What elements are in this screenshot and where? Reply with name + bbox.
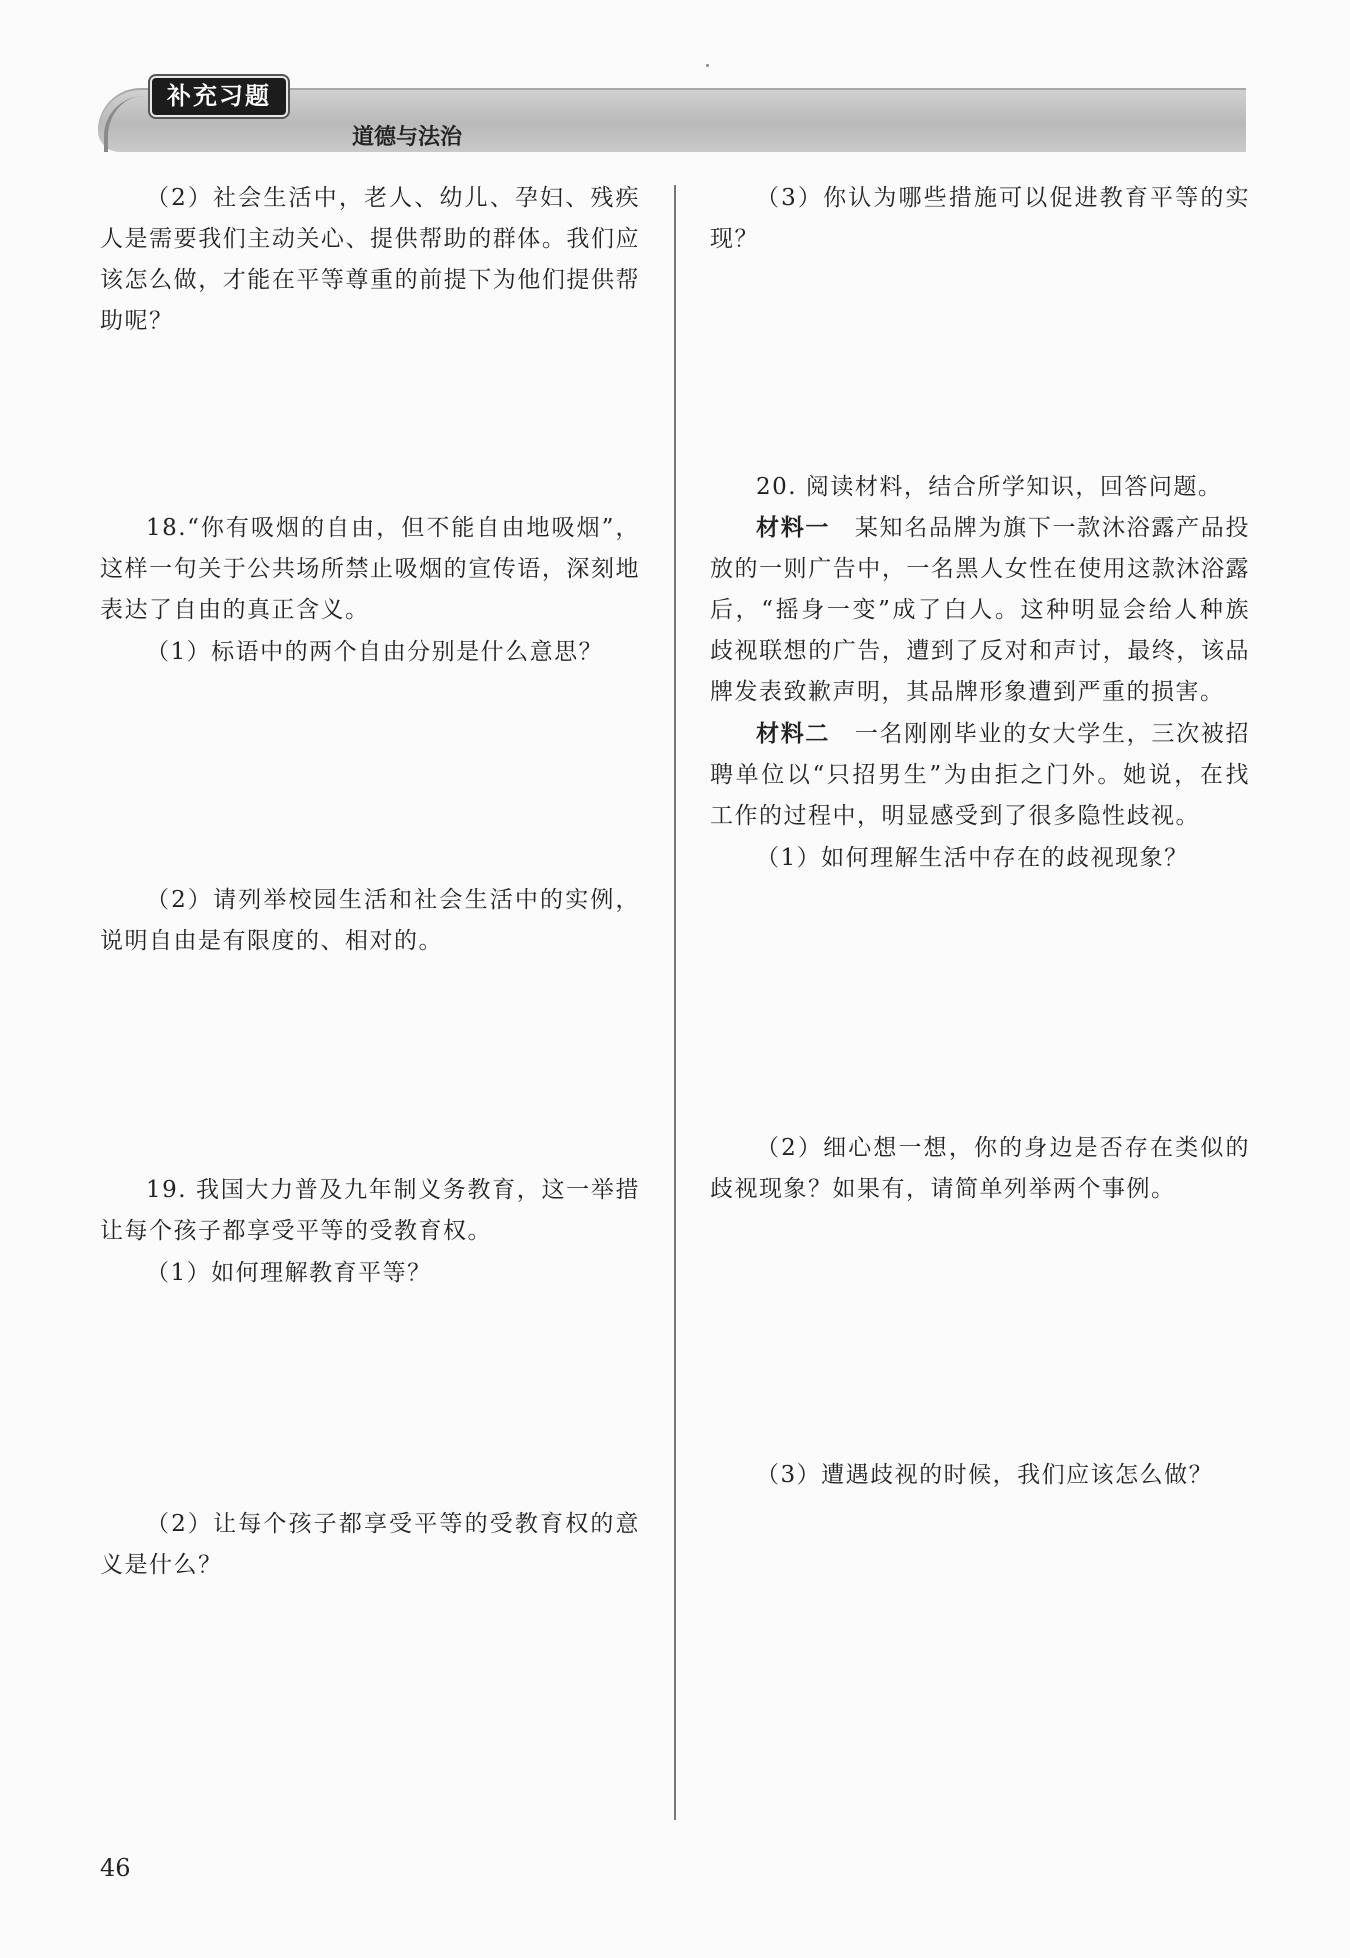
page-number: 46	[100, 1854, 131, 1882]
q19-part1: （1）如何理解教育平等？	[146, 1260, 432, 1286]
q18-part2: （2）请列举校园生活和社会生活中的实例，说明自由是有限度的、相对的。	[100, 887, 640, 954]
q20-part1: （1）如何理解生活中存在的歧视现象？	[756, 845, 1189, 871]
q20-part2: （2）细心想一想，你的身边是否存在类似的歧视现象？如果有，请简单列举两个事例。	[710, 1135, 1250, 1202]
column-divider	[674, 185, 676, 1820]
material-1-text: 某知名品牌为旗下一款沐浴露产品投放的一则广告中，一名黑人女性在使用这款沐浴露后，“摇身一变”成了白人。这种明显会给人种族歧视联想的广告，遭到了反对和声讨，最终，该品牌发表致歉声明，其品牌形象遭到严重的损害。	[710, 515, 1251, 705]
q18-stem: 18.“你有吸烟的自由，但不能自由地吸烟”，这样一句关于公共场所禁止吸烟的宣传语，深刻地表达了自由的真正含义。	[100, 515, 640, 623]
material-2-label: 材料二	[756, 721, 831, 747]
material-1	[710, 508, 1250, 713]
q19-part3: （3）你认为哪些措施可以促进教育平等的实现？	[710, 185, 1250, 252]
subject-title: 道德与法治	[352, 125, 463, 150]
speck-mark	[706, 64, 709, 67]
q20-stem: 20. 阅读材料，结合所学知识，回答问题。	[756, 474, 1223, 500]
material-2	[710, 714, 1250, 837]
q19-part2: （2）让每个孩子都享受平等的受教育权的意义是什么？	[100, 1511, 640, 1578]
q18-part1: （1）标语中的两个自由分别是什么意思？	[146, 639, 604, 665]
q20-part3: （3）遭遇歧视的时候，我们应该怎么做？	[756, 1462, 1214, 1488]
section-badge: 补充习题	[152, 78, 286, 115]
material-2-text: 一名刚刚毕业的女大学生，三次被招聘单位以“只招男生”为由拒之门外。她说，在找工作的过程中，明显感受到了很多隐性歧视。	[710, 721, 1251, 829]
q19-stem: 19. 我国大力普及九年制义务教育，这一举措让每个孩子都享受平等的受教育权。	[100, 1177, 640, 1244]
q17-part2: （2）社会生活中，老人、幼儿、孕妇、残疾人是需要我们主动关心、提供帮助的群体。我们应该怎么做，才能在平等尊重的前提下为他们提供帮助呢？	[100, 185, 640, 334]
material-1-label: 材料一	[756, 515, 831, 541]
